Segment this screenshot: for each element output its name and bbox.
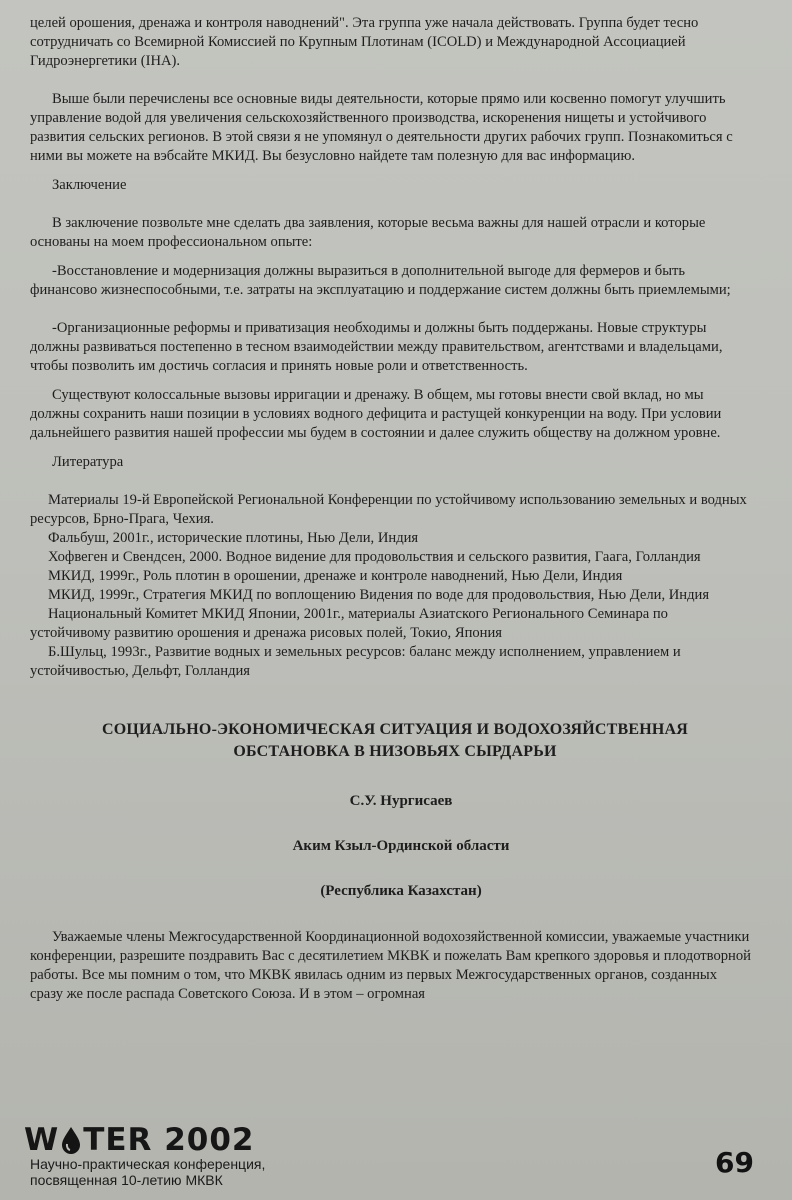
logo-letter-w: W <box>24 1122 60 1158</box>
logo-text: TER 2002 <box>83 1122 255 1158</box>
body-text <box>30 14 752 681</box>
reference-item: Хофвеген и Свендсен, 2000. Водное видение для продовольствия и сельского развития, Гаага, Голландия <box>48 549 701 565</box>
paragraph-statement-1: -Восстановление и модернизация должны выразиться в дополнительной выгоде для фермеров и быть финансово жизнеспособными, т.е. затраты на эксплуатацию и поддержание систем должны быть приемлемыми; <box>30 263 731 298</box>
conference-line: посвященная 10-летию МКВК <box>30 1172 223 1188</box>
paragraph-conclusion: В заключение позвольте мне сделать два заявления, которые весьма важны для нашей отрасли и которые основаны на моем профессиональном опыте: <box>30 215 706 250</box>
article-title <box>30 719 752 763</box>
reference-item: Национальный Комитет МКИД Японии, 2001г., материалы Азиатского Регионального Семинара по устойчивому развитию орошения и дренажа рисовых полей, Токио, Япония <box>30 606 668 641</box>
page-footer <box>0 1120 792 1200</box>
article-author: С.У. Нургисаев <box>349 793 453 809</box>
paragraph-challenges: Существуют колоссальные вызовы ирригации и дренажу. В общем, мы готовы внести свой вклад, но мы должны сохранить наши позиции в условиях водного дефицита и растущей конкуренции на воду. При условии дальнейшего развития нашей профессии мы будем в состоянии и далее служить обществу на должном уровне. <box>30 387 722 441</box>
article-title-line: СОЦИАЛЬНО-ЭКОНОМИЧЕСКАЯ СИТУАЦИЯ И ВОДОХОЗЯЙСТВЕННАЯ <box>101 721 689 738</box>
references-heading: Литература <box>52 454 124 470</box>
paragraph-activities: Выше были перечислены все основные виды деятельности, которые прямо или косвенно помогут улучшить управление водой для увеличения сельскохозяйственного производства, искоренения нищеты и устойчивого развития сельских регионов. В этой связи я не упомянул о деятельности других рабочих групп. Познакомиться с ними вы можете на вэбсайте МКИД. Вы безусловно найдете там полезную для вас информацию. <box>30 91 733 164</box>
conference-line: Научно-практическая конференция, <box>30 1156 266 1172</box>
article-intro-paragraph: Уважаемые члены Межгосударственной Координационной водохозяйственной комиссии, уважаемые участники конференции, разрешите поздравить Вас с десятилетием МКВК и пожелать Вам крепкого здоровья и плодотворной работы. Все мы помним о том, что МКВК явилась одним из первых Межгосударственных органов, созданных сразу же после распада Советского Союза. И в этом – огромная <box>30 929 751 1002</box>
reference-item: Фальбуш, 2001г., исторические плотины, Нью Дели, Индия <box>48 530 419 546</box>
reference-item: МКИД, 1999г., Роль плотин в орошении, дренаже и контроле наводнений, Нью Дели, Индия <box>48 568 623 584</box>
page-number: 69 <box>715 1146 754 1179</box>
water-drop-icon <box>60 1126 82 1154</box>
conclusion-heading: Заключение <box>52 177 127 193</box>
author-country: (Республика Казахстан) <box>320 883 482 899</box>
reference-item: МКИД, 1999г., Стратегия МКИД по воплощению Видения по воде для продовольствия, Нью Дели, Индия <box>48 587 710 603</box>
reference-item: Б.Шульц, 1993г., Развитие водных и земельных ресурсов: баланс между исполнением, управлением и устойчивостью, Дельфт, Голландия <box>30 644 681 679</box>
reference-item: Материалы 19-й Европейской Региональной Конференции по устойчивому использованию земельных и водных ресурсов, Брно-Прага, Чехия. <box>30 492 747 527</box>
references-list <box>30 491 752 681</box>
paragraph-statement-2: -Организационные реформы и приватизация необходимы и должны быть поддержаны. Новые структуры должны развиваться постепенно в тесном взаимодействии между правительством, агентствами и владельцами, чтобы позволить им достичь согласия и принять новые роли и ответственность. <box>30 320 723 374</box>
conference-caption <box>30 1156 265 1188</box>
author-position: Аким Кзыл-Ординской области <box>292 838 510 854</box>
water-2002-logo <box>24 1122 254 1158</box>
paragraph-continued: целей орошения, дренажа и контроля наводнений". Эта группа уже начала действовать. Группа будет тесно сотрудничать со Всемирной Комиссией по Крупным Плотинам (ICOLD) и Международной Ассоциацией Гидроэнергетики (IHA). <box>30 15 699 69</box>
article-title-line: ОБСТАНОВКА В НИЗОВЬЯХ СЫРДАРЬИ <box>233 743 557 760</box>
